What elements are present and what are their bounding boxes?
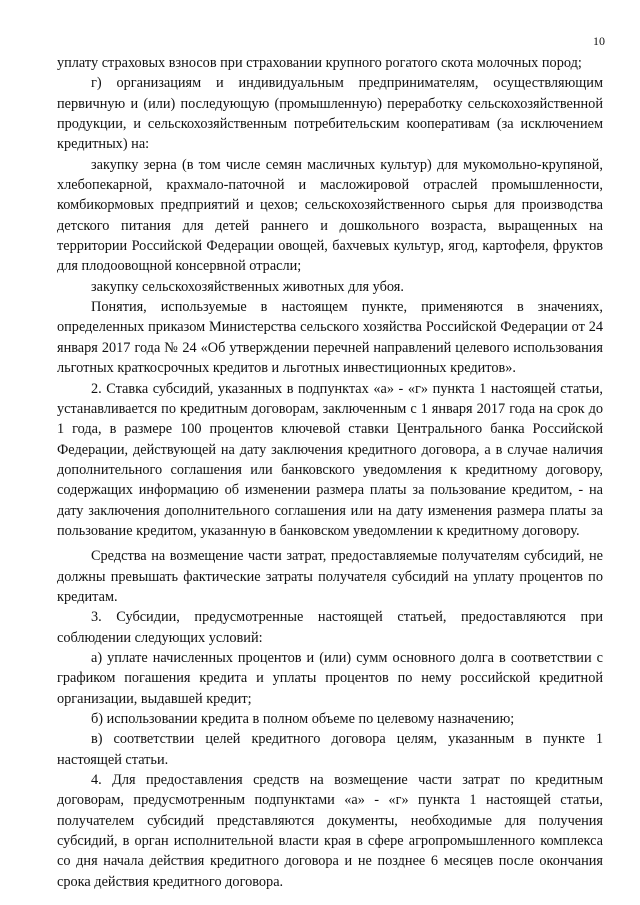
paragraph: Средства на возмещение части затрат, предоставляемые получателям субсидий, не должны превышать фактические затраты получателя субсидий на уплату процентов по кредитам.: [57, 548, 603, 605]
paragraph: в) соответствии целей кредитного договора целям, указанным в пункте 1 настоящей статьи.: [57, 731, 603, 768]
page-body: [57, 53, 603, 892]
paragraph: а) уплате начисленных процентов и (или) сумм основного долга в соответствии с графиком погашения кредита и уплаты процентов по нему российской кредитной организации, выдавшей кредит;: [57, 649, 603, 707]
paragraph: Понятия, используемые в настоящем пункте, применяются в значениях, определенных приказом Министерства сельского хозяйства Российской Федерации от 24 января 2017 года № 24 «Об утверждении перечней направлений целевого использования льготных краткосрочных кредитов и льготных инвестиционных кредитов».: [57, 299, 603, 377]
page-number: 10: [593, 34, 605, 48]
paragraph: закупку сельскохозяйственных животных для убоя.: [91, 278, 404, 295]
paragraph: 3. Субсидии, предусмотренные настоящей статьей, предоставляются при соблюдении следующих условий:: [57, 609, 603, 646]
paragraph: г) организациям и индивидуальным предпринимателям, осуществляющим первичную и (или) последующую (промышленную) переработку сельскохозяйственной продукции, и сельскохозяйственным потребительским кооперативам (за исключением кредитных) на:: [57, 75, 603, 153]
paragraph: уплату страховых взносов при страховании крупного рогатого скота молочных пород;: [57, 55, 582, 71]
paragraph: закупку зерна (в том числе семян масличных культур) для мукомольно-крупяной, хлебопекарной, крахмало-паточной и масложировой отраслей промышленности, комбикормовых предприятий и цехов; сельскохозяйственного сырья для производства детского питания для детей раннего и дошкольного возраста, выращенных на территории Российской Федерации овощей, бахчевых культур, ягод, картофеля, фруктов для плодоовощной консервной отрасли;: [57, 156, 603, 275]
paragraph: 2. Ставка субсидий, указанных в подпунктах «а» - «г» пункта 1 настоящей статьи, устанавливается по кредитным договорам, заключенным с 1 января 2017 года на срок до 1 года, в размере 100 процентов ключевой ставки Центрального банка Российской Федерации, действующей на дату заключения кредитного договора, а в случае наличия дополнительного соглашения или банковского уведомления к кредитному договору, содержащих информацию об изменении размера платы за пользование кредитом, - на дату заключения дополнительного соглашения или на дату изменения размера платы за пользование кредитом, указанную в банковском уведомлении к кредитному договору.: [57, 380, 603, 539]
paragraph: б) использовании кредита в полном объеме по целевому назначению;: [91, 711, 515, 727]
paragraph: 4. Для предоставления средств на возмещение части затрат по кредитным договорам, предусмотренным подпунктами «а» - «г» пункта 1 настоящей статьи, получателем субсидий представляются документы, необходимые для получения субсидий, в орган исполнительной власти края в сфере агропромышленного комплекса со дня начала действия кредитного договора и не позднее 6 месяцев после окончания срока действия кредитного договора.: [57, 772, 603, 890]
